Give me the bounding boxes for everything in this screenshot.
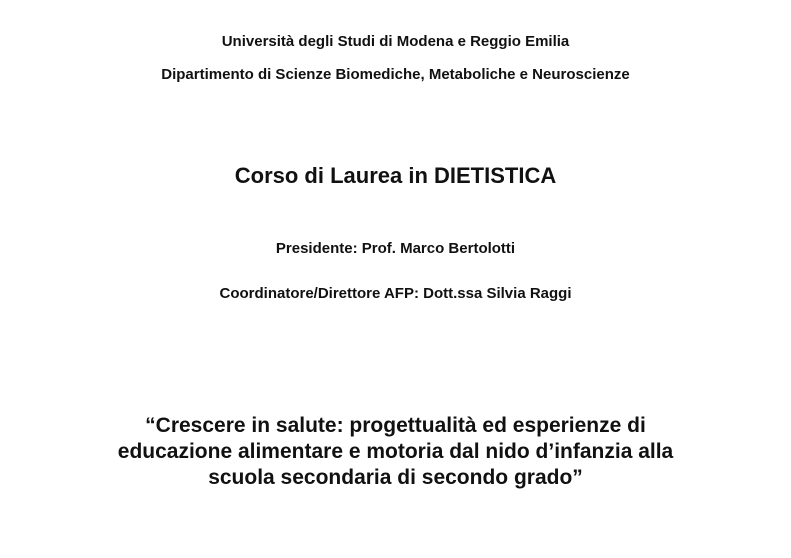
president-line: Presidente: Prof. Marco Bertolotti: [275, 240, 516, 257]
course-title: Corso di Laurea in DIETISTICA: [234, 163, 557, 188]
thesis-title: [40, 413, 751, 491]
thesis-title-line-1: “Crescere in salute: progettualità ed esperienze di: [145, 414, 646, 437]
thesis-title-line-3: scuola secondaria di secondo grado”: [208, 466, 583, 489]
university-name: Università degli Studi di Modena e Reggio Emilia: [221, 33, 570, 50]
coordinator-line: Coordinatore/Direttore AFP: Dott.ssa Silvia Raggi: [219, 285, 572, 302]
department-name: Dipartimento di Scienze Biomediche, Metaboliche e Neuroscienze: [161, 66, 630, 83]
thesis-title-line-2: educazione alimentare e motoria dal nido d’infanzia alla: [117, 440, 674, 463]
